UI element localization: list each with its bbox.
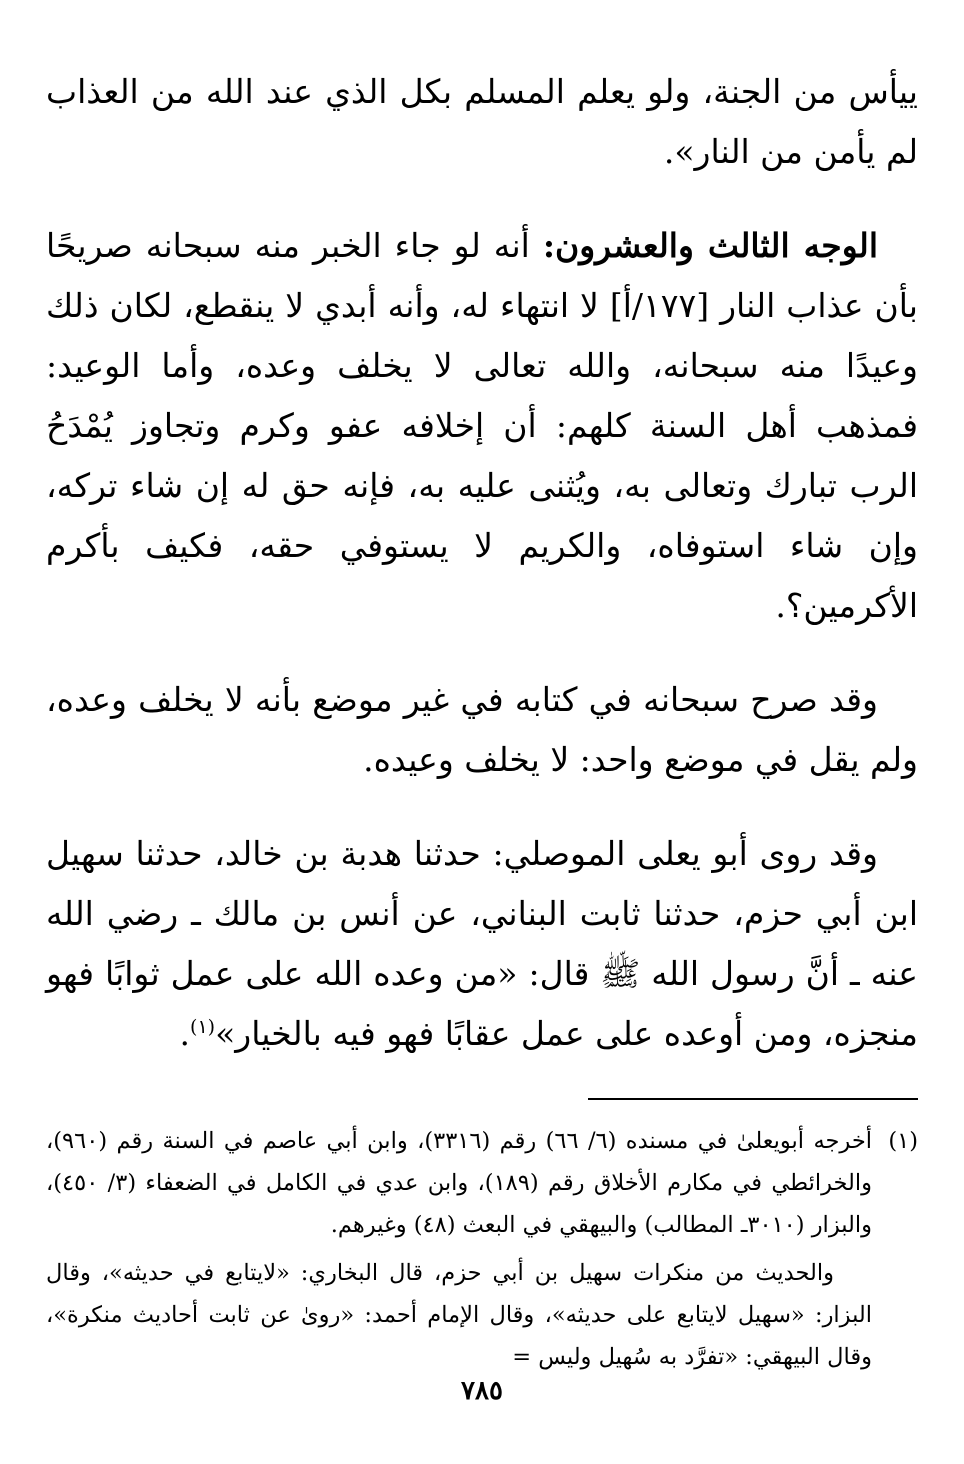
paragraph-4 <box>46 824 918 1064</box>
paragraph-1-text: ييأس من الجنة، ولو يعلم المسلم بكل الذي عند الله من العذاب لم يأمن من النار». <box>46 72 918 171</box>
paragraph-3-text: وقد صرح سبحانه في كتابه في غير موضع بأنه لا يخلف وعده، ولم يقل في موضع واحد: لا يخلف وعيده. <box>46 680 918 779</box>
paragraph-4-tail: . <box>179 1014 191 1053</box>
paragraph-3 <box>46 670 918 790</box>
footnote-number: (١) <box>888 1128 918 1154</box>
footnotes <box>46 1120 918 1378</box>
page-number: ٧٨٥ <box>461 1376 503 1406</box>
footnote-text: أخرجه أبويعلىٰ في مسنده (٦/ ٦٦) رقم (٣٣١٦)، وابن أبي عاصم في السنة رقم (٩٦٠)، والخرائطي في مكارم الأخلاق رقم (١٨٩)، وابن عدي في الكامل في الضعفاء (٣/ ٤٥٠)، والبزار (٣٠١٠ـ المطالب) والبيهقي في البعث (٤٨) وغيرهم. <box>46 1128 872 1238</box>
paragraph-1 <box>46 62 918 182</box>
paragraph-4-text: وقد روى أبو يعلى الموصلي: حدثنا هدبة بن خالد، حدثنا سهيل ابن أبي حزم، حدثنا ثابت البناني، عن أنس بن مالك ـ رضي الله عنه ـ أنَّ رسول الله ﷺ قال: «من وعده الله على عمل ثوابًا فهو منجزه، ومن أوعده على عمل عقابًا فهو فيه بالخيار» <box>46 834 918 1053</box>
footnote-divider <box>588 1098 918 1100</box>
footnote-continuation: والحديث من منكرات سهيل بن أبي حزم، قال البخاري: «لايتابع في حديثه»، وقال البزار: «سهيل لايتابع على حديثه»، وقال الإمام أحمد: «روىٰ عن ثابت أحاديث منكرة»، وقال البيهقي: «تفرَّد به سُهيل وليس = <box>46 1260 872 1370</box>
main-text <box>46 62 918 1064</box>
footnote-reference[interactable]: (١) <box>190 1016 216 1038</box>
paragraph-2 <box>46 216 918 636</box>
section-heading: الوجه الثالث والعشرون: <box>542 226 878 265</box>
paragraph-2-text: أنه لو جاء الخبر منه سبحانه صريحًا بأن عذاب النار [١٧٧/أ] لا انتهاء له، وأنه أبدي لا ينقطع، لكان ذلك وعيدًا منه سبحانه، والله تعالى لا يخلف وعده، وأما الوعيد: فمذهب أهل السنة كلهم: أن إخلافه عفو وكرم وتجاوز يُمْدَحُ الرب تبارك وتعالى به، ويُثنى عليه به، فإنه حق له إن شاء تركه، وإن شاء استوفاه، والكريم لا يستوفي حقه، فكيف بأكرم الأكرمين؟. <box>46 226 918 625</box>
footnote-1 <box>46 1120 918 1246</box>
